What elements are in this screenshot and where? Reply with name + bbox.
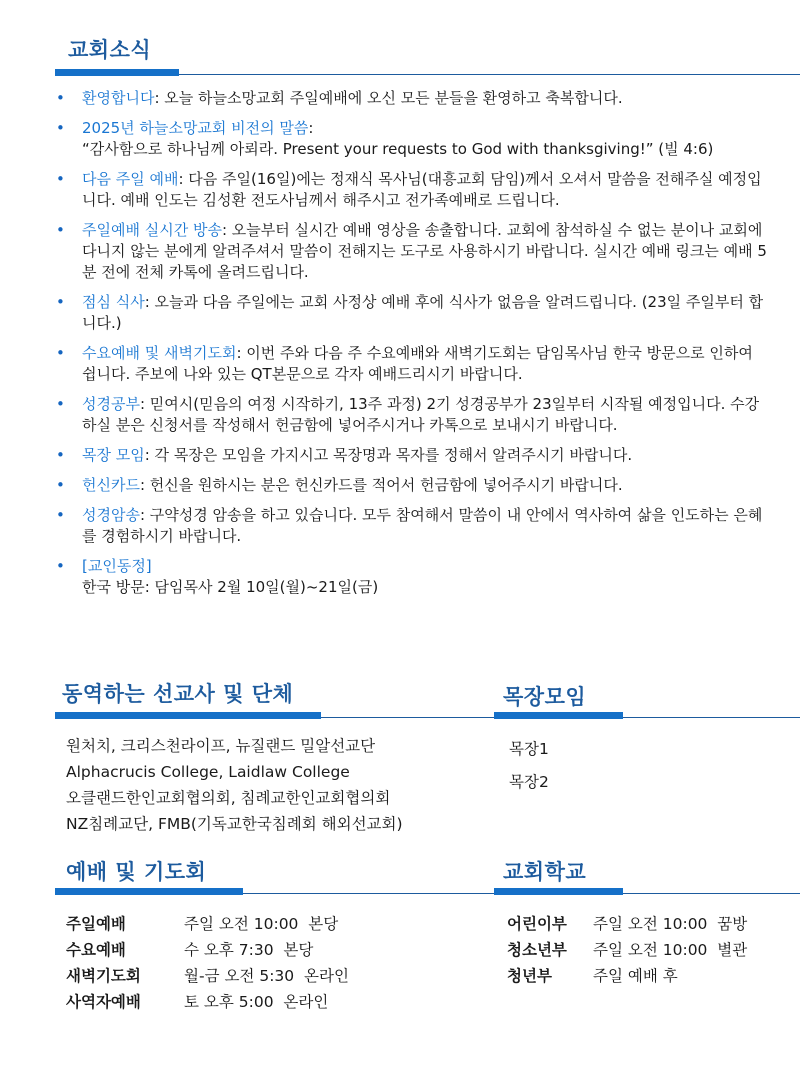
news-title: 교회소식 <box>68 38 152 62</box>
schedule-row <box>66 938 349 964</box>
bullet-icon: • <box>56 170 65 188</box>
news-item-label: 2025년 하늘소망교회 비전의 말씀 <box>82 119 309 137</box>
news-item <box>56 556 768 598</box>
schedule-name: 청소년부 <box>507 941 567 959</box>
bullet-icon: • <box>56 506 65 524</box>
mokjang-list <box>509 733 549 799</box>
mokjang-item: 목장1 <box>509 740 549 758</box>
schedule-time: 주일 오전 10:00 꿈방 <box>593 915 748 933</box>
news-item-text: : 이번 주와 다음 주 수요예배와 새벽기도회는 담임목사님 한국 방문으로 인하여 쉽니다. 주보에 나와 있는 QT본문으로 각자 예배드리시기 바랍니다. <box>82 344 753 383</box>
news-item-text: : 다음 주일(16일)에는 정재식 목사님(대흥교회 담임)께서 오셔서 말씀을 전해주실 예정입니다. 예배 인도는 김성환 전도사님께서 해주시고 전가족예배로 드립니다. <box>82 170 762 209</box>
news-item-label: 수요예배 및 새벽기도회 <box>82 344 237 362</box>
schedule-row <box>66 912 349 938</box>
missions-tab-bar <box>55 712 321 719</box>
bullet-icon: • <box>56 119 65 137</box>
missions-line: Alphacrucis College, Laidlaw College <box>66 763 350 781</box>
news-item <box>56 169 768 211</box>
mokjang-item: 목장2 <box>509 773 549 791</box>
schedule-name: 청년부 <box>507 967 552 985</box>
schedule-name: 어린이부 <box>507 915 567 933</box>
news-item <box>56 394 768 436</box>
news-item-label: 환영합니다 <box>82 89 155 107</box>
schedule-time: 토 오후 5:00 온라인 <box>184 993 329 1011</box>
news-item-text: : 믿여시(믿음의 여정 시작하기, 13주 과정) 2기 성경공부가 23일부터 시작될 예정입니다. 수강하실 분은 신청서를 작성해서 헌금함에 넣어주시거나 카톡으로 보내시기 바랍니다. <box>82 395 760 434</box>
news-item <box>56 118 768 160</box>
bullet-icon: • <box>56 344 65 362</box>
schedule-row <box>507 912 747 938</box>
news-item <box>56 343 768 385</box>
news-item-text: : 오늘과 다음 주일에는 교회 사정상 예배 후에 식사가 없음을 알려드립니다. (23일 주일부터 합니다.) <box>82 293 764 332</box>
missions-line: 오클랜드한인교회협의회, 침례교한인교회협의회 <box>66 789 391 807</box>
missions-list <box>66 733 403 837</box>
bullet-icon: • <box>56 476 65 494</box>
bullet-icon: • <box>56 557 65 575</box>
schedule-name: 새벽기도회 <box>66 967 141 985</box>
news-item-label: 점심 식사 <box>82 293 145 311</box>
mokjang-tab-bar <box>494 712 623 719</box>
mokjang-title: 목장모임 <box>503 685 587 709</box>
news-item-text: : 구약성경 암송을 하고 있습니다. 모두 참여해서 말씀이 내 안에서 역사하여 삶을 인도하는 은혜를 경험하시기 바랍니다. <box>82 506 763 545</box>
news-item <box>56 505 768 547</box>
worship-schedule <box>66 912 349 1016</box>
bullet-icon: • <box>56 395 65 413</box>
schedule-row <box>66 964 349 990</box>
school-title: 교회학교 <box>503 860 587 884</box>
missions-line: 원처치, 크리스천라이프, 뉴질랜드 밀알선교단 <box>66 737 376 755</box>
news-item <box>56 220 768 283</box>
news-item-label: 다음 주일 예배 <box>82 170 179 188</box>
missions-line: NZ침례교단, FMB(기독교한국침례회 해외선교회) <box>66 815 403 833</box>
news-item <box>56 445 768 466</box>
news-item-text: : <box>308 119 314 137</box>
school-schedule <box>507 912 747 990</box>
news-item-label: 헌신카드 <box>82 476 140 494</box>
news-item-text: : 헌신을 원하시는 분은 헌신카드를 적어서 헌금함에 넣어주시기 바랍니다. <box>139 476 623 494</box>
news-list <box>56 88 768 607</box>
schedule-time: 주일 예배 후 <box>593 967 678 985</box>
news-item-text: : 각 목장은 모임을 가지시고 목장명과 목자를 정해서 알려주시기 바랍니다. <box>144 446 633 464</box>
news-item-label: [교인동정] <box>82 557 152 575</box>
news-item <box>56 292 768 334</box>
schedule-name: 사역자예배 <box>66 993 141 1011</box>
news-item-label: 성경암송 <box>82 506 140 524</box>
verse-text: “감사함으로 하나님께 아뢰라. Present your requests to God with thanksgiving!” (빌 4:6) <box>82 140 714 158</box>
news-item-label: 주일예배 실시간 방송 <box>82 221 222 239</box>
bullet-icon: • <box>56 293 65 311</box>
bullet-icon: • <box>56 221 65 239</box>
bullet-icon: • <box>56 446 65 464</box>
news-item <box>56 88 768 109</box>
bullet-icon: • <box>56 89 65 107</box>
schedule-time: 수 오후 7:30 본당 <box>184 941 314 959</box>
news-item-label: 성경공부 <box>82 395 140 413</box>
schedule-time: 주일 오전 10:00 본당 <box>184 915 339 933</box>
schedule-row <box>66 990 349 1016</box>
news-item <box>56 475 768 496</box>
news-item-label: 목장 모임 <box>82 446 145 464</box>
schedule-name: 주일예배 <box>66 915 126 933</box>
schedule-row <box>507 938 747 964</box>
member-news-text: 한국 방문: 담임목사 2월 10일(월)~21일(금) <box>82 578 379 596</box>
news-tab-bar <box>55 69 179 76</box>
schedule-time: 주일 오전 10:00 별관 <box>593 941 748 959</box>
schedule-name: 수요예배 <box>66 941 126 959</box>
schedule-row <box>507 964 747 990</box>
missions-title: 동역하는 선교사 및 단체 <box>62 682 294 706</box>
worship-title: 예배 및 기도회 <box>66 860 207 884</box>
worship-tab-bar <box>55 888 243 895</box>
school-tab-bar <box>494 888 623 895</box>
news-item-text: : 오늘 하늘소망교회 주일예배에 오신 모든 분들을 환영하고 축복합니다. <box>154 89 623 107</box>
news-item-text: : 오늘부터 실시간 예배 영상을 송출합니다. 교회에 참석하실 수 없는 분이나 교회에 다니지 않는 분에게 알려주셔서 말씀이 전해지는 도구로 사용하시기 바랍니다. 실시간 예배 링크는 예배 5분 전에 전체 카톡에 올려드립니다. <box>82 221 767 281</box>
schedule-time: 월-금 오전 5:30 온라인 <box>184 967 349 985</box>
